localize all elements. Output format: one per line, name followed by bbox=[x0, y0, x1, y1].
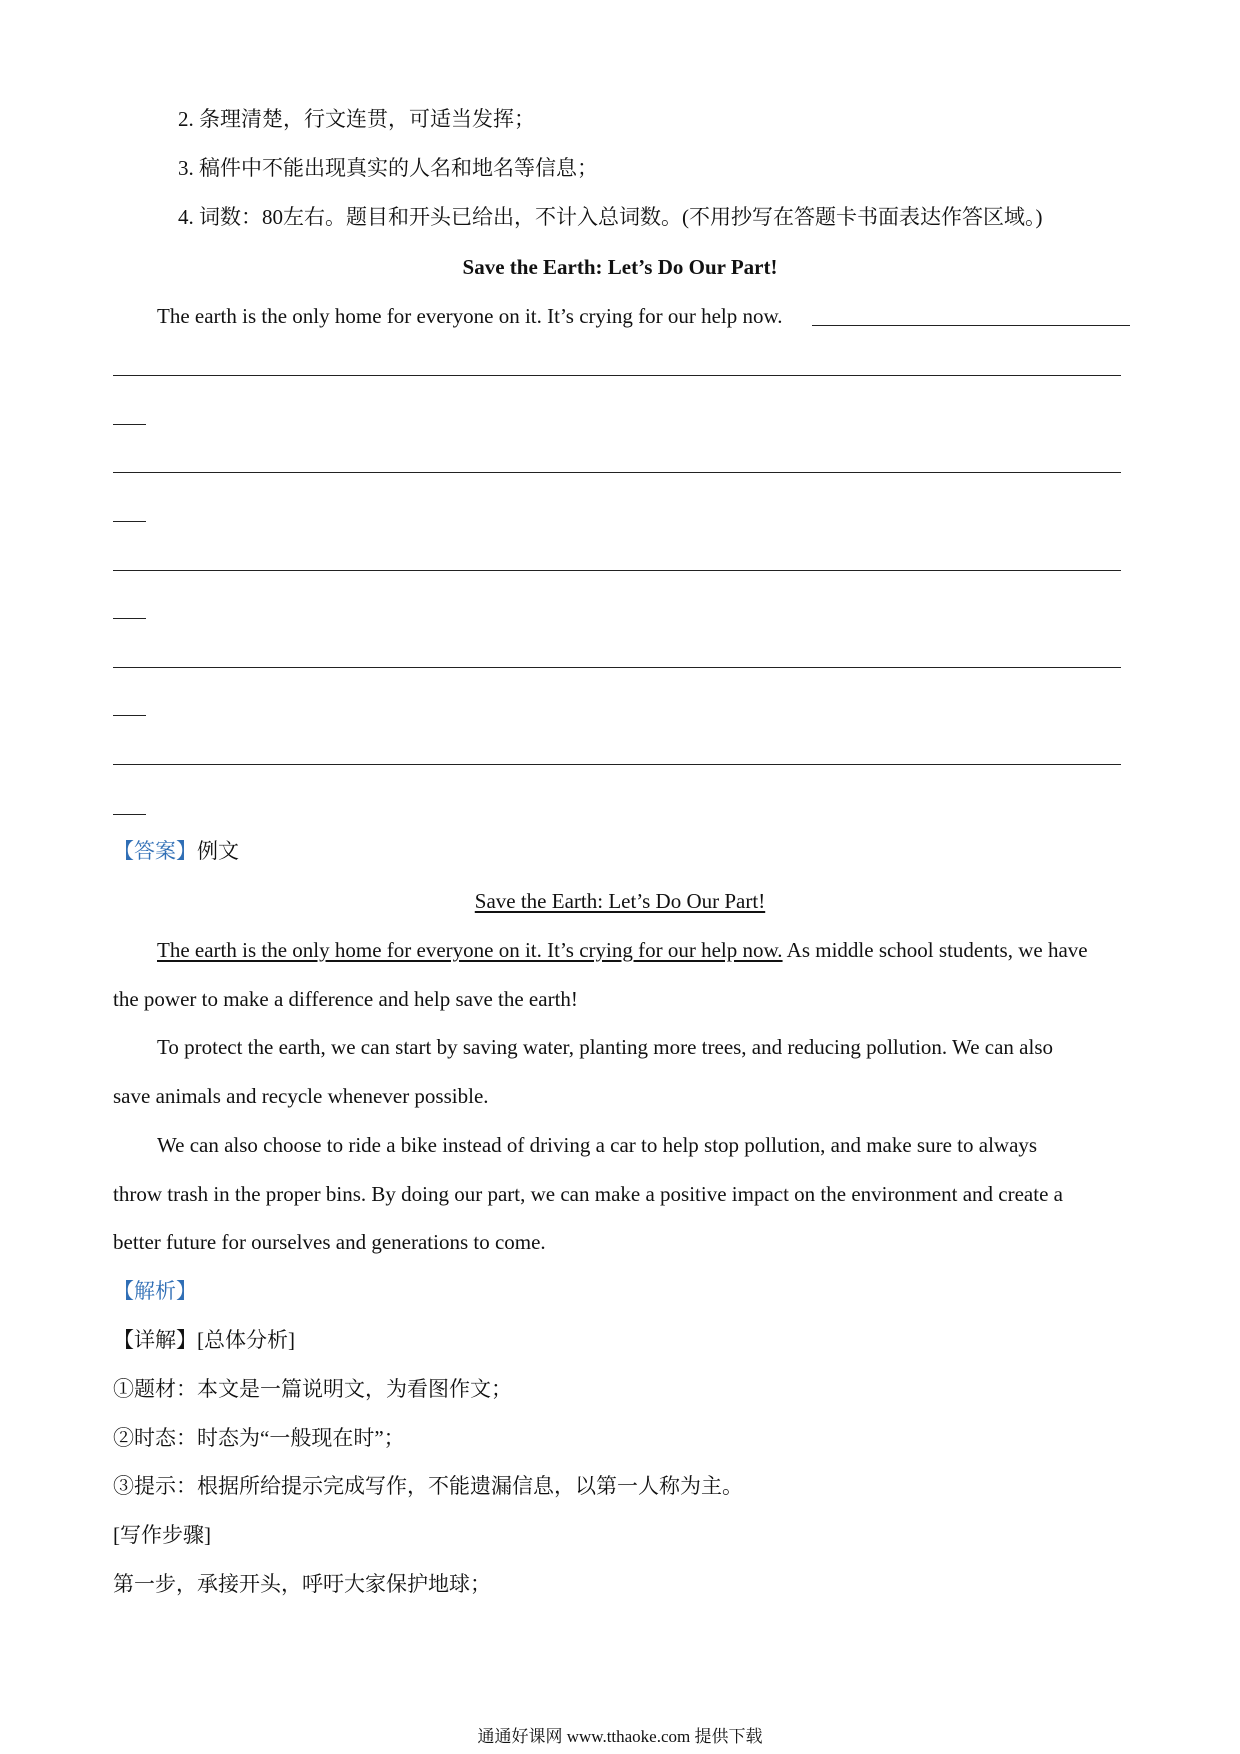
page-footer: 通通好课网 www.tthaoke.com 提供下载 bbox=[477, 1727, 763, 1746]
answer-blank-stub bbox=[113, 424, 146, 425]
requirement-item: 4. 词数：80左右。题目和开头已给出，不计入总词数。(不用抄写在答题卡书面表达作答区域。) bbox=[178, 205, 1043, 229]
answer-blank-line bbox=[113, 667, 1121, 668]
sample-opening-underlined: The earth is the only home for everyone on it. It’s crying for our help now. bbox=[157, 938, 783, 962]
prompt-title: Save the Earth: Let’s Do Our Part! bbox=[462, 255, 778, 279]
detail-heading bbox=[113, 1326, 295, 1354]
analysis-point: ②时态：时态为“一般现在时”； bbox=[113, 1426, 405, 1450]
answer-blank-line bbox=[812, 325, 1130, 326]
answer-label: 【答案】 bbox=[113, 839, 197, 863]
sample-text: As middle school students, we have bbox=[782, 938, 1088, 962]
requirement-item: 2. 条理清楚，行文连贯，可适当发挥； bbox=[178, 107, 535, 131]
sample-paragraph-2-line-1: To protect the earth, we can start by saving water, planting more trees, and reducing pollution. We can also bbox=[157, 1035, 1053, 1059]
sample-paragraph-1-line-1 bbox=[157, 936, 1088, 964]
answer-blank-line bbox=[113, 764, 1121, 765]
answer-blank-line bbox=[113, 472, 1121, 473]
answer-blank-line bbox=[113, 375, 1121, 376]
analysis-point: ①题材：本文是一篇说明文，为看图作文； bbox=[113, 1377, 512, 1401]
sample-title: Save the Earth: Let’s Do Our Part! bbox=[474, 889, 766, 913]
detail-suffix: [总体分析] bbox=[197, 1328, 295, 1352]
sample-paragraph-3-line-3: better future for ourselves and generations to come. bbox=[113, 1230, 546, 1254]
prompt-opening: The earth is the only home for everyone on it. It’s crying for our help now. bbox=[157, 304, 783, 328]
analysis-label: 【解析】 bbox=[113, 1279, 197, 1303]
sample-paragraph-3-line-1: We can also choose to ride a bike instead of driving a car to help stop pollution, and make sure to always bbox=[157, 1133, 1038, 1157]
answer-blank-stub bbox=[113, 618, 146, 619]
answer-label-suffix: 例文 bbox=[197, 839, 239, 863]
requirement-item: 3. 稿件中不能出现真实的人名和地名等信息； bbox=[178, 156, 598, 180]
answer-blank-line bbox=[113, 570, 1121, 571]
answer-blank-stub bbox=[113, 521, 146, 522]
sample-paragraph-3-line-2: throw trash in the proper bins. By doing our part, we can make a positive impact on the environment and create a bbox=[113, 1182, 1063, 1206]
answer-blank-stub bbox=[113, 715, 146, 716]
sample-paragraph-1-line-2: the power to make a difference and help save the earth! bbox=[113, 987, 578, 1011]
answer-heading bbox=[113, 837, 239, 865]
answer-blank-stub bbox=[113, 814, 146, 815]
steps-label: [写作步骤] bbox=[113, 1523, 211, 1547]
sample-paragraph-2-line-2: save animals and recycle whenever possible. bbox=[113, 1084, 489, 1108]
detail-label: 【详解】 bbox=[113, 1328, 197, 1352]
step-item: 第一步，承接开头，呼吁大家保护地球； bbox=[113, 1572, 491, 1596]
analysis-point: ③提示：根据所给提示完成写作，不能遗漏信息，以第一人称为主。 bbox=[113, 1474, 743, 1498]
